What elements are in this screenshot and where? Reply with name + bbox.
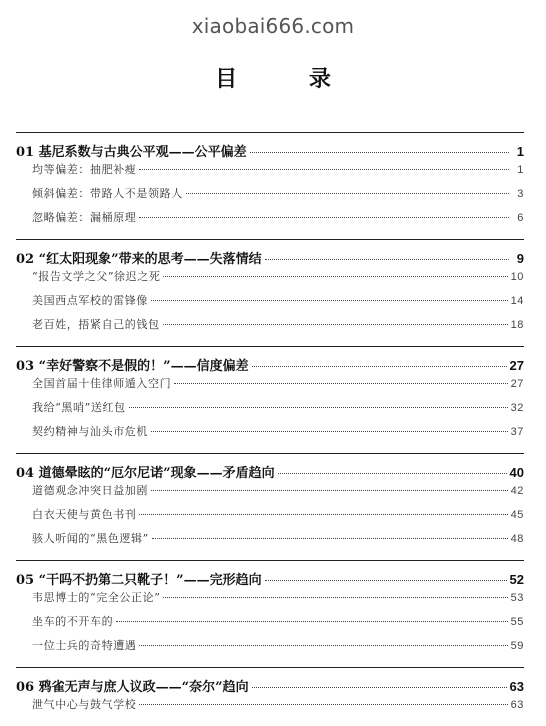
toc-item-label: 均等偏差：抽肥补瘦 (32, 163, 137, 176)
dot-leader (186, 193, 509, 194)
toc-item[interactable] (16, 530, 524, 554)
toc-section (16, 239, 524, 346)
dot-leader (151, 490, 508, 491)
toc-item-label: 忽略偏差：漏桶原理 (32, 211, 137, 224)
toc-item-page-number: 14 (510, 295, 524, 307)
toc-item[interactable] (16, 268, 524, 292)
toc-item-label: 美国西点军校的雷锋像 (32, 294, 148, 307)
toc-chapter-page-number: 52 (509, 572, 524, 587)
toc-chapter-page-number: 63 (509, 679, 524, 694)
toc-item-page-number: 53 (510, 592, 524, 604)
toc-item[interactable] (16, 506, 524, 530)
toc-item[interactable] (16, 316, 524, 340)
toc-item-label: 我给“黑哨”送红包 (32, 401, 126, 414)
toc-item-label: 全国首届十佳律师遁入空门 (32, 377, 172, 390)
dot-leader (163, 324, 508, 325)
dot-leader (139, 704, 507, 705)
toc-chapter-label: 05 “干吗不扔第二只靴子！”——完形趋向 (16, 573, 262, 588)
toc-chapter-label: 02 “红太阳现象”带来的思考——失落情结 (16, 252, 262, 267)
toc-chapter-label: 01 基尼系数与古典公平观——公平偏差 (16, 145, 247, 160)
toc-chapter-page-number: 1 (516, 144, 524, 159)
dot-leader (151, 300, 508, 301)
toc-item-page-number: 32 (510, 402, 524, 414)
toc-item-page-number: 6 (517, 212, 524, 224)
toc-chapter[interactable] (16, 355, 524, 375)
toc-item-label: 倾斜偏差：带路人不是领路人 (32, 187, 183, 200)
dot-leader (139, 169, 509, 170)
toc-item-page-number: 37 (510, 426, 524, 438)
toc-section (16, 132, 524, 239)
toc-item-page-number: 42 (510, 485, 524, 497)
toc-item[interactable] (16, 482, 524, 506)
toc-chapter[interactable] (16, 248, 524, 268)
toc-chapter[interactable] (16, 676, 524, 696)
dot-leader (129, 407, 508, 408)
toc-section (16, 667, 524, 726)
toc-section (16, 346, 524, 453)
dot-leader (152, 538, 508, 539)
dot-leader (139, 645, 507, 646)
toc-item-page-number: 27 (510, 378, 524, 390)
toc-item[interactable] (16, 292, 524, 316)
toc-item[interactable] (16, 161, 524, 185)
toc-item[interactable] (16, 423, 524, 447)
toc-item-label: “报告文学之父”徐迟之死 (32, 270, 161, 283)
dot-leader (252, 687, 507, 688)
toc-item-label: 骇人听闻的“黑色逻辑” (32, 532, 149, 545)
toc-item-page-number: 1 (517, 164, 524, 176)
toc-item[interactable] (16, 637, 524, 661)
dot-leader (163, 597, 507, 598)
dot-leader (278, 473, 507, 474)
dot-leader (139, 217, 509, 218)
toc-chapter-label: 06 鸦雀无声与庶人议政——“奈尔”趋向 (16, 680, 249, 695)
toc-chapter-page-number: 40 (509, 465, 524, 480)
toc-item[interactable] (16, 696, 524, 720)
dot-leader (163, 276, 507, 277)
toc-chapter-page-number: 27 (509, 358, 524, 373)
toc-chapter[interactable] (16, 569, 524, 589)
page-title: 目 录 (215, 66, 363, 92)
toc-item-label: 契约精神与汕头市危机 (32, 425, 148, 438)
toc-item[interactable] (16, 589, 524, 613)
dot-leader (265, 580, 507, 581)
toc-item-label: 泄气中心与鼓气学校 (32, 698, 137, 711)
toc-item-page-number: 48 (510, 533, 524, 545)
toc-item-label: 道德观念冲突日益加剧 (32, 484, 148, 497)
toc-item-label: 坐车的不开车的 (32, 615, 114, 628)
dot-leader (174, 383, 507, 384)
dot-leader (151, 431, 508, 432)
toc-item[interactable] (16, 375, 524, 399)
toc-item-page-number: 45 (510, 509, 524, 521)
toc-item[interactable] (16, 209, 524, 233)
toc-item-label: 老百姓，捂紧自己的钱包 (32, 318, 160, 331)
toc-item-label: 一位士兵的奇特遭遇 (32, 639, 137, 652)
dot-leader (250, 152, 509, 153)
dot-leader (116, 621, 507, 622)
toc-chapter[interactable] (16, 462, 524, 482)
toc-item-page-number: 59 (510, 640, 524, 652)
toc-section (16, 560, 524, 667)
toc-item-label: 白衣天使与黄色书刊 (32, 508, 137, 521)
toc-chapter-label: 04 道德晕眩的“厄尔尼诺”现象——矛盾趋向 (16, 466, 275, 481)
toc-section (16, 453, 524, 560)
toc-item-page-number: 55 (510, 616, 524, 628)
toc-chapter-label: 03 “幸好警察不是假的！”——信度偏差 (16, 359, 249, 374)
table-of-contents (16, 132, 524, 726)
toc-item-page-number: 63 (510, 699, 524, 711)
dot-leader (265, 259, 509, 260)
toc-item-page-number: 3 (517, 188, 524, 200)
dot-leader (139, 514, 507, 515)
toc-item-page-number: 18 (510, 319, 524, 331)
watermark: xiaobai666.com (191, 14, 355, 38)
toc-item[interactable] (16, 399, 524, 423)
toc-item-page-number: 10 (510, 271, 524, 283)
toc-chapter[interactable] (16, 141, 524, 161)
toc-item[interactable] (16, 185, 524, 209)
toc-chapter-page-number: 9 (516, 251, 524, 266)
toc-item[interactable] (16, 613, 524, 637)
toc-item-label: 韦思博士的“完全公正论” (32, 591, 161, 604)
dot-leader (252, 366, 507, 367)
